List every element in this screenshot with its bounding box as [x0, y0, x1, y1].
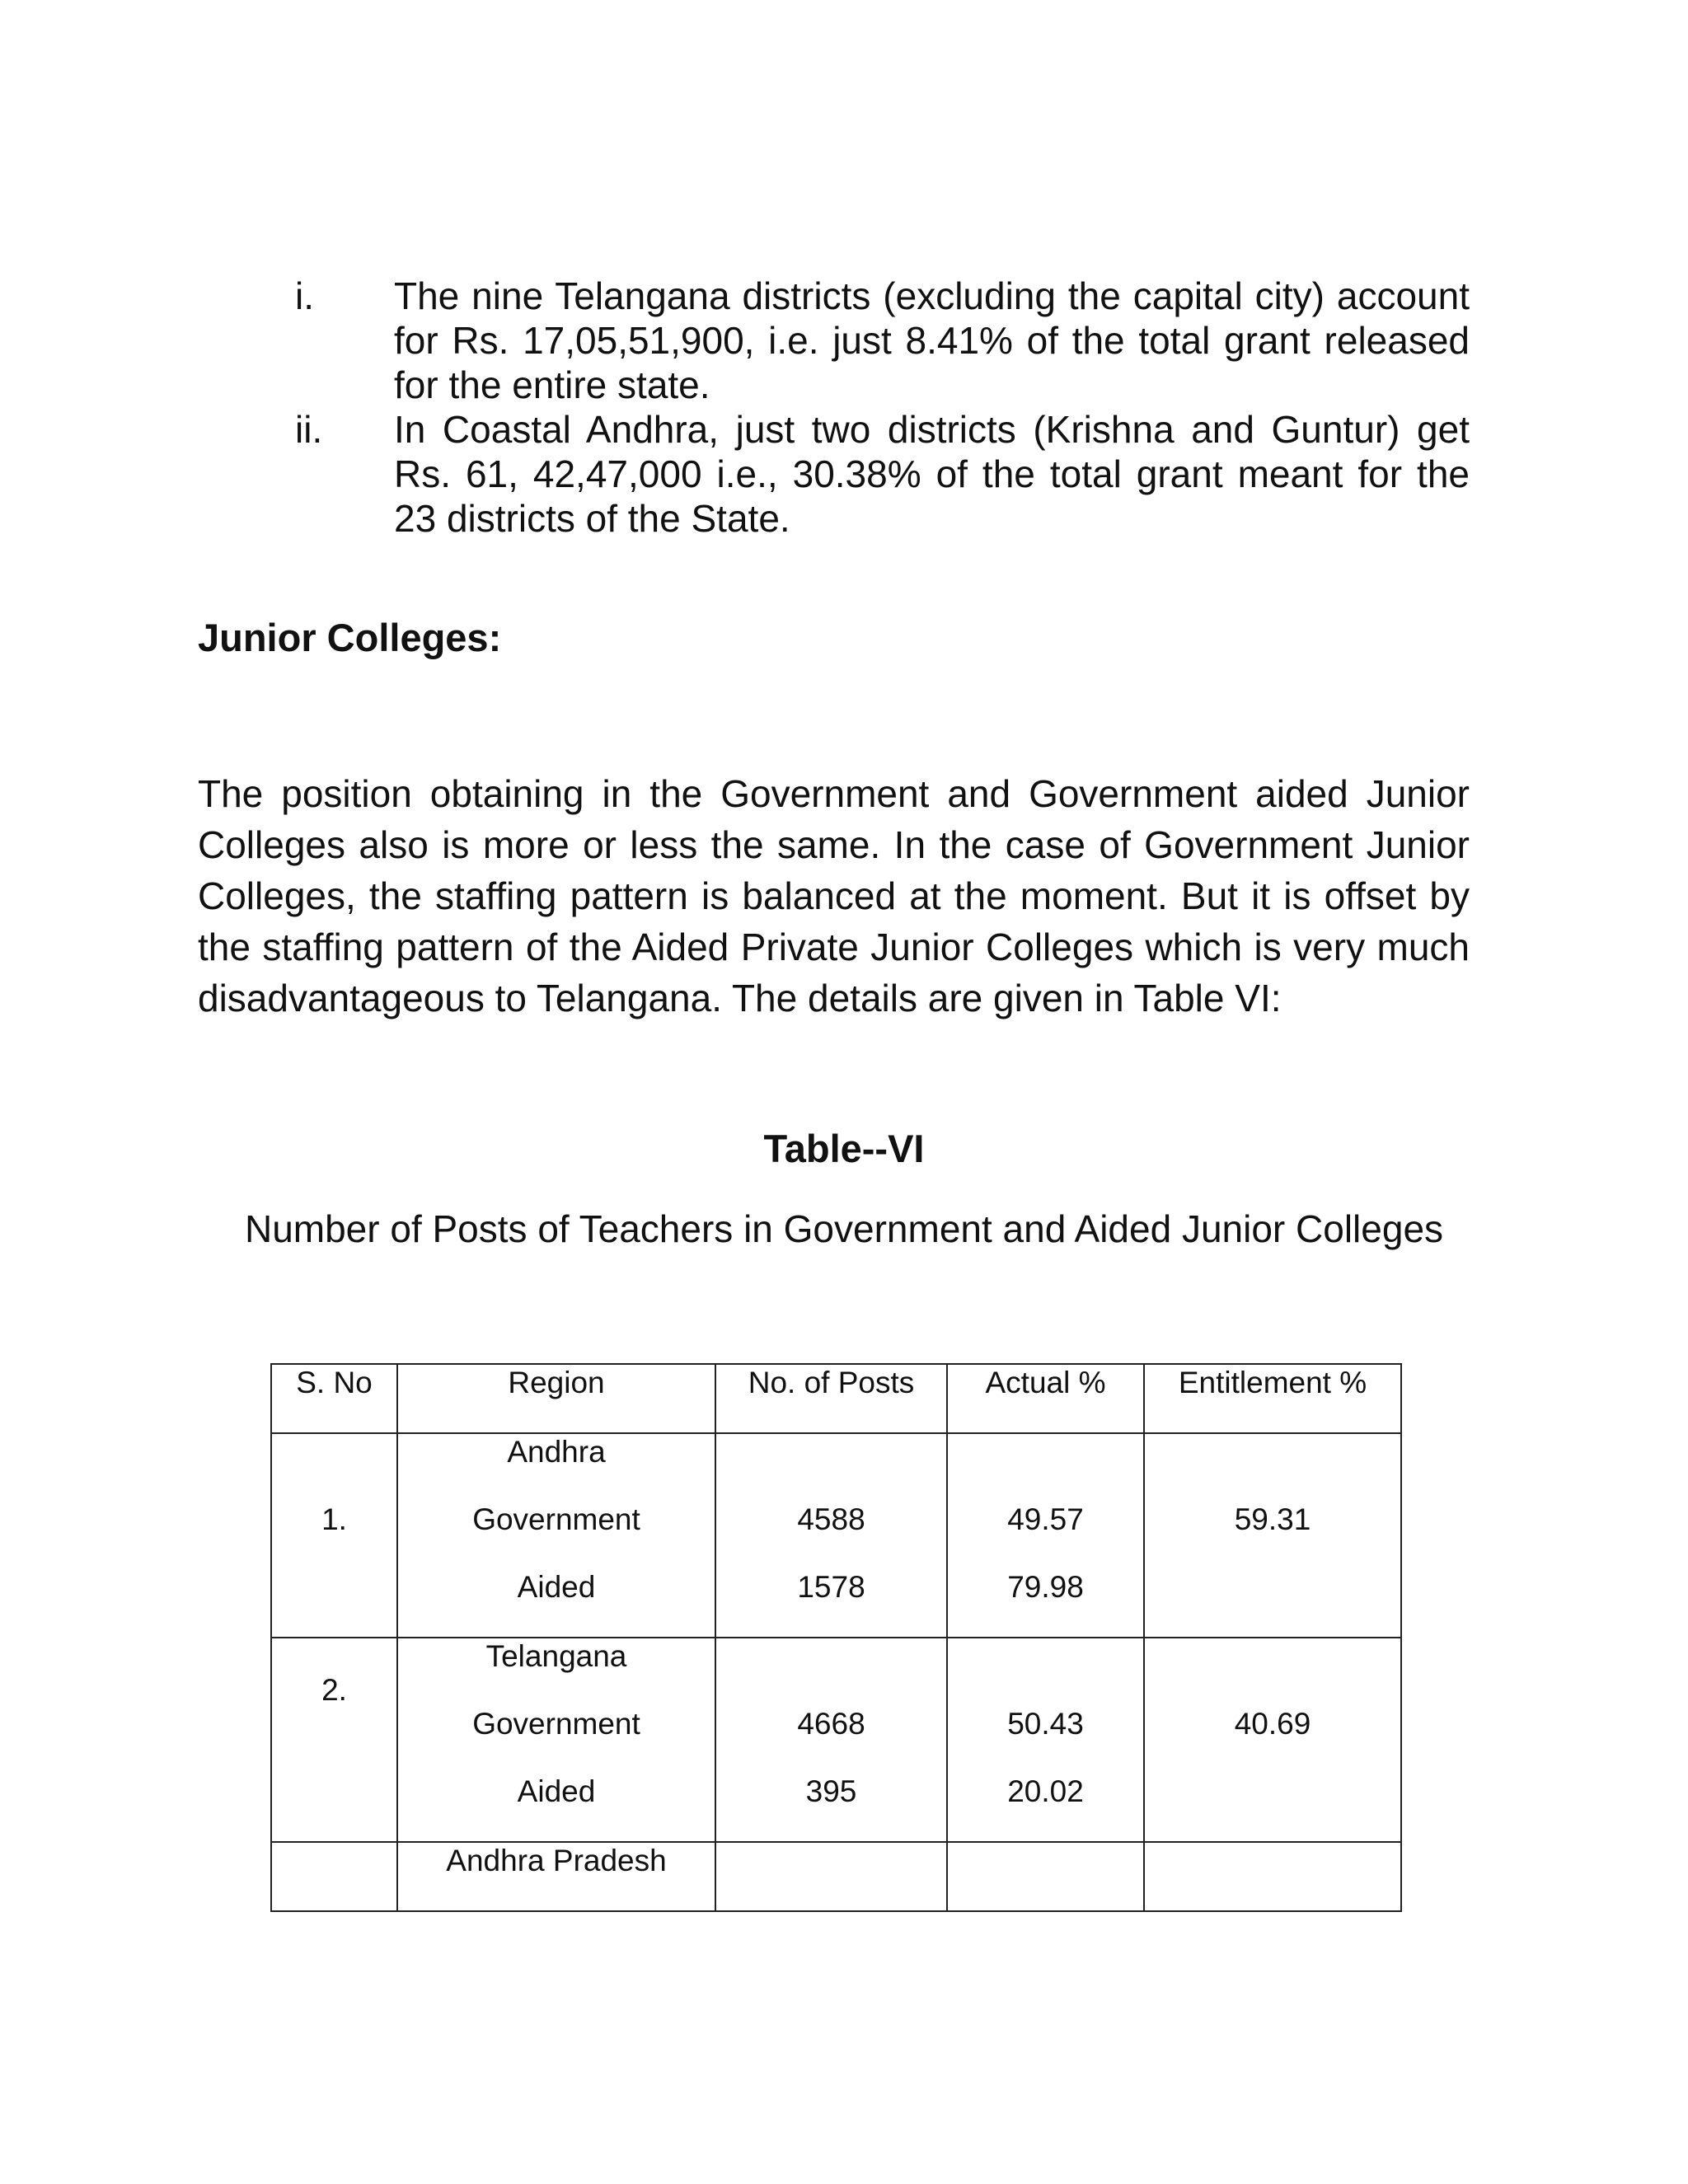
- list-item-number: i.: [295, 274, 314, 317]
- table-header-row: [271, 1364, 1401, 1433]
- cell-region: Andhra Pradesh: [397, 1842, 715, 1911]
- actual-value: 50.43: [1007, 1707, 1084, 1741]
- entitlement-value: 59.31: [1234, 1502, 1311, 1536]
- row-number: 1.: [321, 1502, 347, 1536]
- body-paragraph: The position obtaining in the Government and Government aided Junior Colleges also is more or less the same. In the case of Government Junior Colleges, the staffing pattern is balanced at the moment. But it is offset by the staffing pattern of the Aided Private Junior Colleges which is very much disadvantageous to Telangana. The details are given in Table VI:: [198, 772, 1470, 1019]
- cell-sno: [271, 1842, 397, 1911]
- cell-actual: [947, 1638, 1144, 1842]
- list-item: [295, 274, 1470, 407]
- table-title: Table--VI: [763, 1127, 925, 1170]
- row-number: 2.: [321, 1673, 347, 1707]
- header-entitlement: Entitlement %: [1144, 1364, 1401, 1433]
- posts-value: 4588: [797, 1502, 865, 1536]
- section-heading: Junior Colleges:: [198, 616, 502, 659]
- cell-actual: [947, 1433, 1144, 1638]
- cell-posts: [715, 1842, 947, 1911]
- cell-entitlement: [1144, 1433, 1401, 1638]
- cell-actual: [947, 1842, 1144, 1911]
- cell-sno: [271, 1433, 397, 1638]
- actual-value: 49.57: [1007, 1502, 1084, 1536]
- cell-posts: [715, 1638, 947, 1842]
- posts-table: [270, 1363, 1402, 1912]
- region-sub-label: Aided: [517, 1774, 596, 1808]
- table-row: [271, 1842, 1401, 1911]
- region-name: Telangana: [485, 1639, 627, 1673]
- table-row: [271, 1638, 1401, 1842]
- list-item-text: In Coastal Andhra, just two districts (Krishna and Guntur) get Rs. 61, 42,47,000 i.e., 30.38% of the total grant meant for the 23 districts of the State.: [394, 408, 1470, 540]
- cell-region: [397, 1433, 715, 1638]
- region-sub-label: Government: [472, 1502, 640, 1536]
- actual-value: 79.98: [1007, 1570, 1084, 1604]
- posts-value: 4668: [797, 1707, 865, 1741]
- list-item: [295, 407, 1470, 541]
- region-sub-label: Government: [472, 1707, 640, 1741]
- header-region: Region: [397, 1364, 715, 1433]
- cell-entitlement: [1144, 1638, 1401, 1842]
- table-row: [271, 1433, 1401, 1638]
- cell-region: [397, 1638, 715, 1842]
- region-sub-label: Aided: [517, 1570, 596, 1604]
- header-posts: No. of Posts: [715, 1364, 947, 1433]
- region-name: Andhra: [507, 1435, 606, 1469]
- cell-sno: [271, 1638, 397, 1842]
- entitlement-value: 40.69: [1234, 1707, 1311, 1741]
- cell-entitlement: [1144, 1842, 1401, 1911]
- table-subtitle: Number of Posts of Teachers in Government and Aided Junior Colleges: [244, 1207, 1444, 1250]
- posts-value: 395: [805, 1774, 857, 1808]
- list-item-number: ii.: [295, 408, 323, 451]
- list-item-text: The nine Telangana districts (excluding the capital city) account for Rs. 17,05,51,900, i.e. just 8.41% of the total grant released for the entire state.: [394, 274, 1470, 406]
- header-sno: S. No: [271, 1364, 397, 1433]
- actual-value: 20.02: [1007, 1774, 1084, 1808]
- numbered-list: [295, 274, 1470, 541]
- posts-value: 1578: [797, 1570, 865, 1604]
- cell-posts: [715, 1433, 947, 1638]
- header-actual: Actual %: [947, 1364, 1144, 1433]
